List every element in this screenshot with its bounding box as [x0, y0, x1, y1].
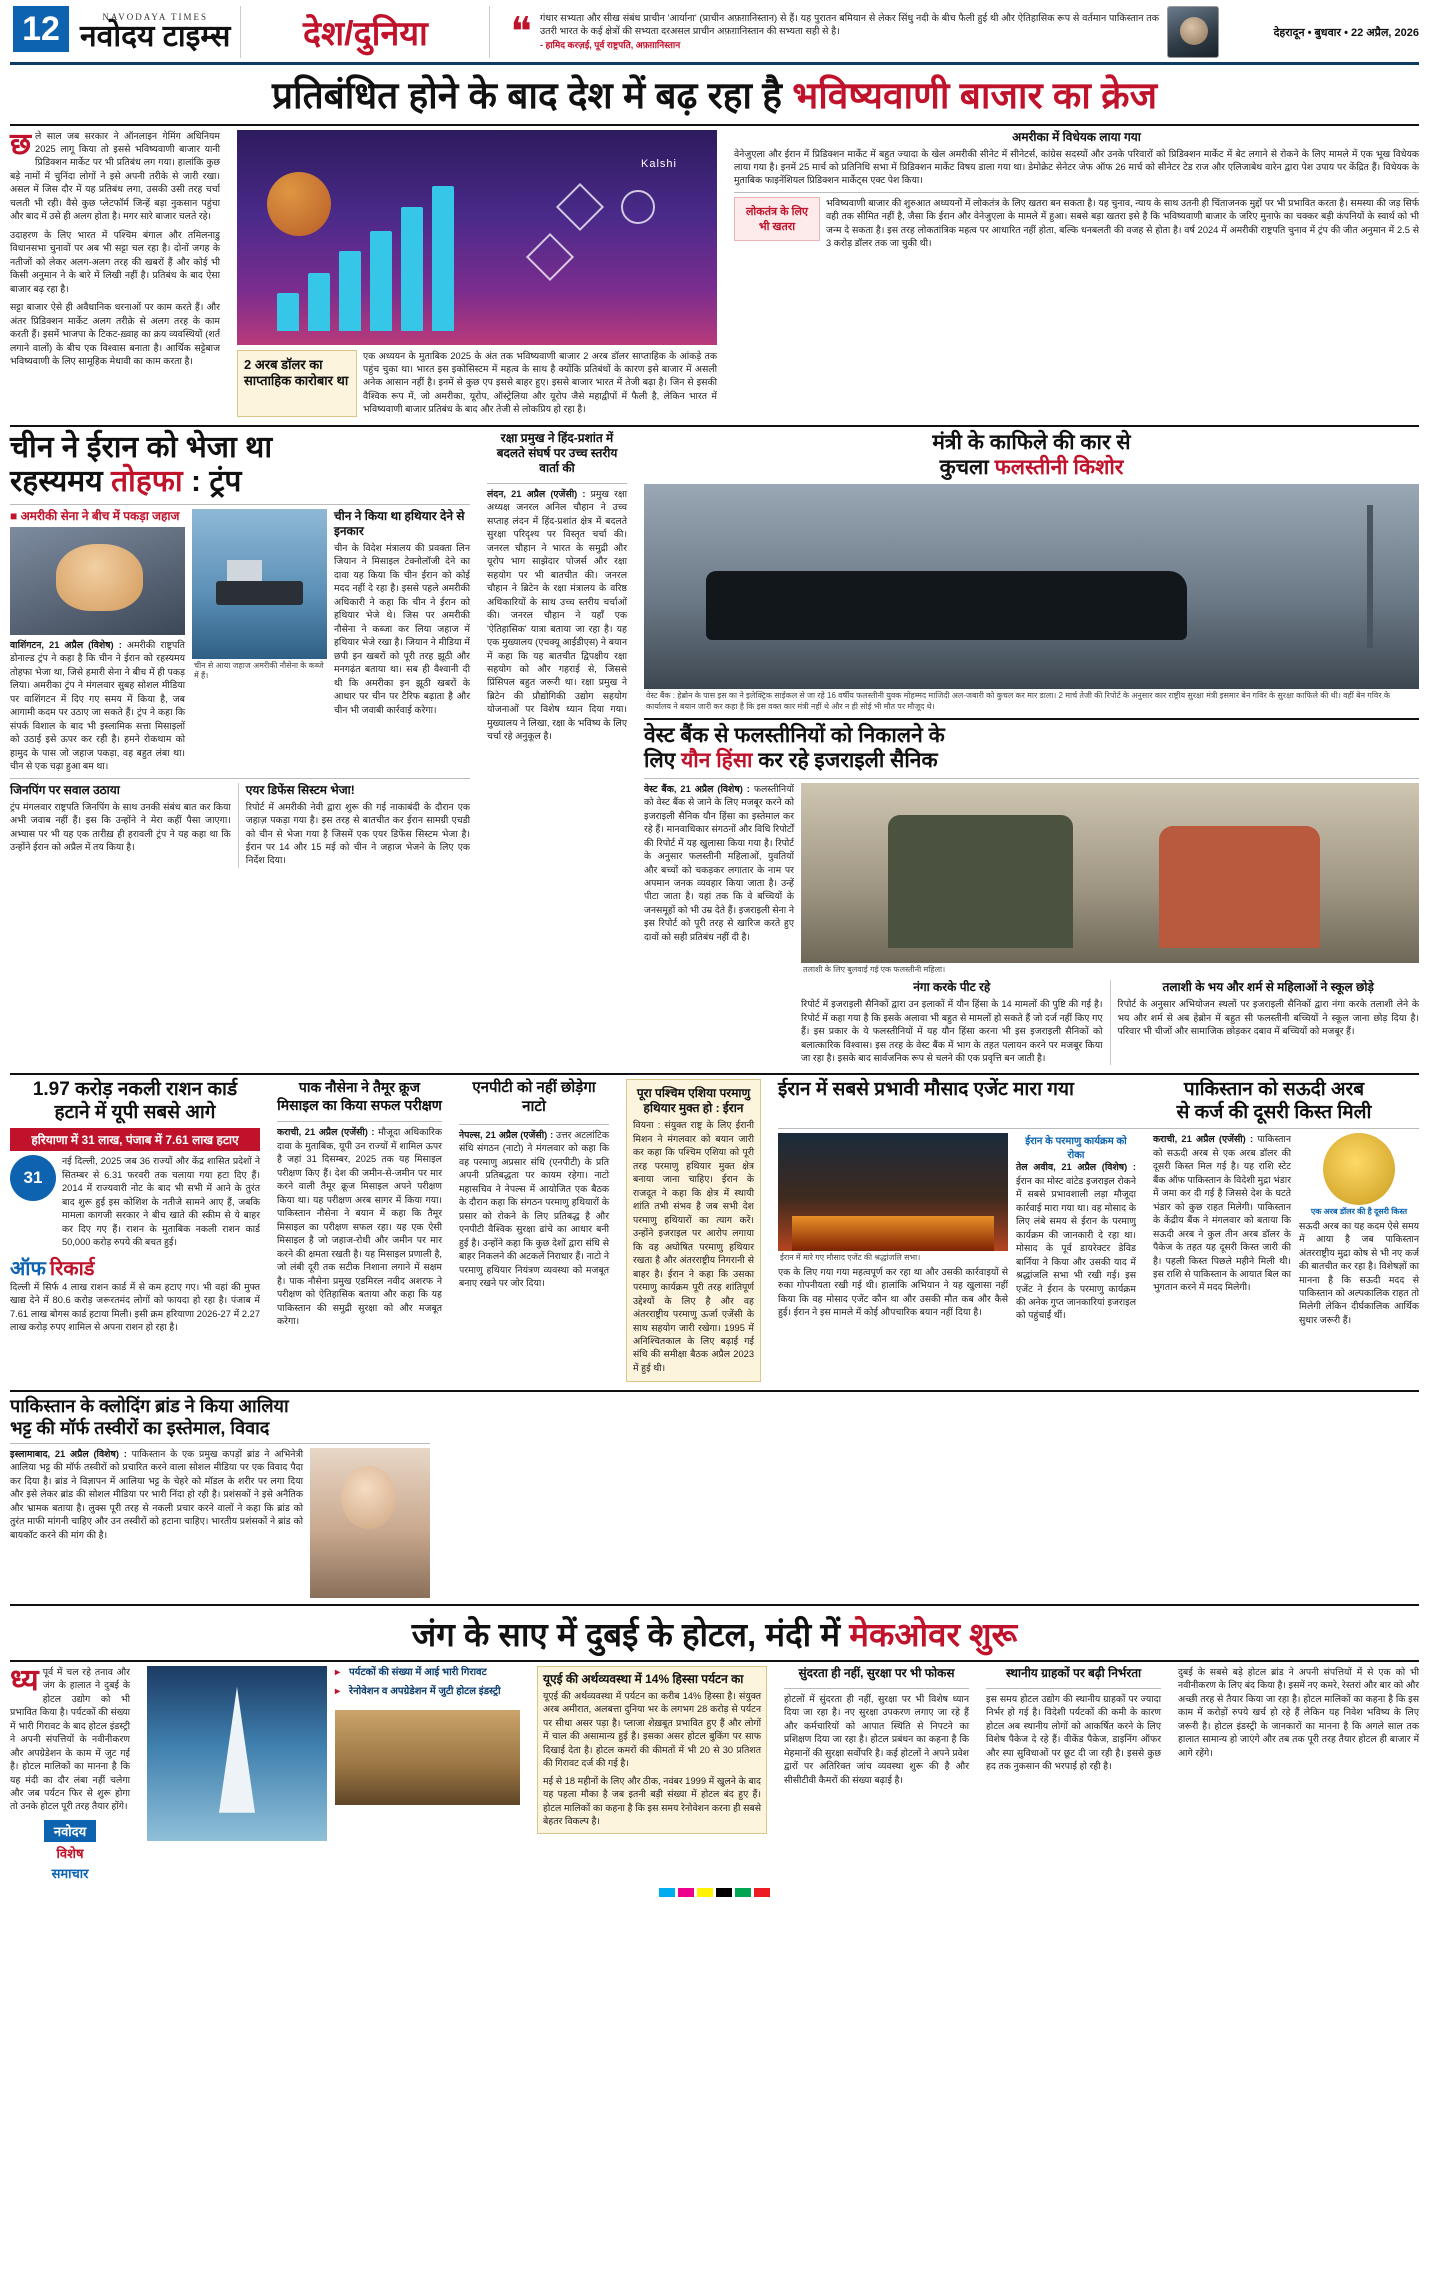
soldier-photo: [801, 783, 1419, 963]
westbank-headline-line1: वेस्ट बैंक से फलस्तीनियों को निकालने के: [644, 724, 945, 748]
nato-dateline: नेपल्स, 21 अप्रैल (एजेंसी) :: [459, 1129, 554, 1140]
aliya-body-text: पाकिस्तान के एक प्रमुख कपड़ों ब्रांड ने अभिनेत्री आलिया भट्ट की मॉर्फ तस्वीरों को प्रचारित करने वाला सोशल मीडिया पर एक विवाद पैदा कर दिया है। ब्रांड ने विज्ञापन में आलिया भट्ट के चेहरे को मॉडल के शरीर पर लगा दिया और इसे लेकर ब्रांड की सोशल मीडिया पर भारी निंदा हो रही है। प्रशंसकों ने इसे अनैतिक और भ्रामक बताया है। लुक्स पूरी तरह से नकली प्रचार करने वालों ने कहा कि ब्रांड को तुरंत माफी मांगनी चाहिए और उन तस्वीरों को हटाना चाहिए। भारतीय प्रशंसकों ने ब्रांड को बायकॉट करने की मांग की है।: [10, 1448, 303, 1540]
defence-headline: रक्षा प्रमुख ने हिंद-प्रशांत में बदलते संघर्ष पर उच्च स्तरीय वार्ता की: [496, 430, 618, 475]
burj-al-arab-photo: [147, 1666, 327, 1841]
dubai-col-a-head: यूएई की अर्थव्यवस्था में 14% हिस्सा पर्यटन का: [543, 1671, 744, 1686]
section-title: देश/दुनिया: [240, 6, 490, 58]
saudi-body2: सऊदी अरब का यह कदम ऐसे समय में आया है जब पाकिस्तान अंतरराष्ट्रीय मुद्रा कोष से भी नए कर्ज की बातचीत कर रहा है। विशेषज्ञों का मानना है कि सऊदी मदद से पाकिस्तान को अल्पकालिक राहत तो मिलेगी लेकिन दीर्घकालिक आर्थिक सुधार जरूरी हैं।: [1299, 1220, 1419, 1325]
aliya-headline: [10, 1396, 430, 1438]
china-body-text: अमरीकी राष्ट्रपति डोनाल्ड ट्रंप ने कहा है कि चीन ने ईरान को रहस्यमय तोहफा भेजा था, जिसे हमारी सेना ने बीच में ही पकड़ लिया। अमरीका ट्रंप ने मंगलवार सुबह सोशल मीडिया पर वाशिंगटन में दिए गए समय में किया है, जब आगामी कदम पर उठाए जा सकते हैं। ट्रंप ने कहा कि संपर्क विशाल के बाद भी इस्लामिक सत्ता मिसाइलों को उठाई इसे ऊपर कर रही है। हमने रोकथाम को हामुद के पास जो जहाज पकड़ा, वह बहुत लंबा था। चीन से एक चढ़ा हुआ बम था।: [10, 639, 185, 772]
westbank-dateline: वेस्ट बैंक, 21 अप्रैल (विशेष) :: [644, 783, 750, 794]
stamp-line2: विशेष: [56, 1845, 84, 1861]
mossad-body: [1016, 1161, 1136, 1323]
page-number: 12: [13, 6, 69, 52]
soldier-caption: तलाशी के लिए बुलवाई गई एक फलस्तीनी महिला।: [803, 964, 946, 974]
quote-text: गंधार सभ्यता और सीख संबंध प्राचीन 'आर्याना' (प्राचीन अफ़ग़ानिस्तान) से हैं। यह पुरातन बमियान से लेकर सिंधु नदी के बीच फैली हुई थी और ऐतिहासिक रूप से वर्तमान पाकिस्तान तक उतरी भारत के कई क्षेत्रों की सभ्यता दरअसल प्राचीन अफ़ग़ानिस्तान की सभ्यता सही से है।: [539, 12, 1159, 37]
mossad-photo: [778, 1133, 1008, 1251]
westbank-body-text: फलस्तीनियों को वेस्ट बैंक से जाने के लिए मजबूर करने को इजराइली सैनिक यौन हिंसा का इस्तेमाल कर रहे हैं। मानवाधिकार संगठनों और विधि रिपोर्टों की रिपोर्ट में यह खुलासा किया गया है। रिपोर्ट के अनुसार फलस्तीनी महिलाओं, युवतियों और बच्चों को चकड़कर लगातार के नाम पर अपमान जनक व्यवहार किया जाता है। उन्हें पीटा जाता है। यहां तक कि वे बच्चियों के जनसमूहों को भी उम्र देते हैं। इजराइली सेना ने इस रिपोर्ट को पूरी तरह से खारिज करते हुए दावों को सही प्रतिबंध नहीं दी है।: [644, 783, 794, 942]
registration-marks: [10, 1888, 1419, 1901]
democracy-risk-text: भविष्यवाणी बाजार की शुरुआत अध्ययनों में लोकतंत्र के लिए खतरा बन सकता है। यह चुनाव, न्याय के साथ उतनी ही चिंताजनक मुद्दों पर भी प्रभावित करता है। समस्या की जड़ सिर्फ वही तक सीमित नहीं है, जैसा कि ईरान और वेनेजुएला के मामले में हुआ। सबसे बड़ा खतरा इसे है कि भविष्यवाणी बाजार के जरिए मुनाफे का चक्कर बड़ी कंपनियों के स्वार्थ को भी जन्म दे सकता है। इस तरह लोकतांत्रिक महत्व पर आधारित नहीं होता, बल्कि धनबलती की वजह से होता है। वर्ष 2024 में अमरीकी राष्ट्रपति चुनाव में ट्रंप की जीत अनुमान में 2.5 से 3 करोड़ डॉलर तक जा चुकी थी।: [826, 197, 1419, 249]
aliya-dateline: इस्लामाबाद, 21 अप्रैल (विशेष) :: [10, 1448, 127, 1459]
navodaya-special-stamp: [10, 1820, 130, 1882]
aliya-headline-line2: भट्ट की मॉर्फ तस्वीरों का इस्तेमाल, विवाद: [10, 1417, 270, 1438]
off-record-logo: [10, 1254, 95, 1281]
crash-headline: [644, 431, 1419, 481]
second-band: [10, 431, 1419, 1066]
masthead: [10, 6, 1419, 65]
china-box3-head: एयर डिफेंस सिस्टम भेजा!: [245, 782, 355, 797]
dubai-bullet-1: ▸ पर्यटकों की संख्या में आई भारी गिरावट: [335, 1666, 520, 1680]
ship-caption: चीन से आया जहाज अमरीकी नौसेना के कब्जे में हैं।: [194, 660, 324, 681]
nato-body-text: उत्तर अटलांटिक संधि संगठन (नाटो) ने मंगलवार को कहा कि वह परमाणु अप्रसार संधि (एनपीटी) के प्रति अपनी प्रतिबद्धता पर कायम रहेगा। नाटो महासचिव ने नेपल्स में आयोजित एक बैठक के दौरान कहा कि संगठन परमाणु हथियारों के प्रसार को रोकने के लिए प्रतिबद्ध है और एनपीटी वैश्विक सुरक्षा ढांचे का आधार बनी हुई है। उन्होंने कहा कि कुछ देशों द्वारा संधि से बाहर निकलने की अटकलें निराधार हैं। नाटो ने परमाणु हथियार नियंत्रण व्यवस्था को मजबूत बनाए रखने पर जोर दिया।: [459, 1129, 609, 1289]
china-box1-text: चीन के विदेश मंत्रालय की प्रवक्ता लिन जियान ने मिसाइल टेक्नोलॉजी देने का दावा यह किया कि चीन ईरान को कोई मदद नहीं दे रहा है। इससे पहले अमरीकी अधिकारी ने कहा कि चीन ने ईरान को हथियार भेजे थे। जिस पर अमरीकी नौसेना ने कब्जा कर लिया जहाज में हथियार भेजे रखा है। जियान ने मीडिया में छपी इन खबरों को पूरी तरह झूठी और मनगढ़ंत बताया था। सब ही वैश्वानी दी थी कि अमरीका इन झूठी खबरों के आधार पर चीन पर टैरिफ बढ़ाता है और चीन भी जवाबी कार्रवाई करेगा।: [334, 542, 470, 715]
page-number-block: [10, 6, 72, 58]
iran-nuclear-text: वियना : संयुक्त राष्ट्र के लिए ईरानी मिशन ने मंगलवार को बयान जारी कर कहा कि पश्चिम एशिया को पूरी तरह परमाणु हथियार मुक्त क्षेत्र बनाया जाना चाहिए। ईरान के राजदूत ने कहा कि क्षेत्र में स्थायी शांति तभी संभव है जब सभी देश परमाणु हथियारों का त्याग करें। उन्होंने इजराइल पर आरोप लगाया कि वह अघोषित परमाणु हथियार रखता है और अंतरराष्ट्रीय निगरानी से बाहर है। ईरान ने कहा कि उसका परमाणु कार्यक्रम पूरी तरह शांतिपूर्ण उद्देश्यों के लिए है और वह अंतरराष्ट्रीय परमाणु ऊर्जा एजेंसी के साथ सहयोग जारी रखेगा। 1995 में अनिश्चितकाल के लिए बढ़ाई गई संधि की समीक्षा बैठक अप्रैल 2023 में हुई थी।: [633, 1120, 754, 1373]
lead-headline-line1: प्रतिबंधित होने के बाद देश में बढ़ रहा है: [271, 75, 782, 116]
trump-photo: [10, 527, 185, 635]
china-dateline: वाशिंगटन, 21 अप्रैल (विशेष) :: [10, 639, 122, 650]
ration-headline-line2: हटाने में यूपी सबसे आगे: [54, 1101, 216, 1123]
lead-image-callout: 2 अरब डॉलर का साप्ताहिक कारोबार था: [237, 350, 357, 417]
saudi-body: [1153, 1133, 1291, 1295]
saudi-coin-caption: एक अरब डॉलर की है दूसरी किस्त: [1310, 1207, 1408, 1217]
china-headline-line1: चीन ने ईरान को भेजा था: [10, 430, 273, 464]
china-box3-text: रिपोर्ट में अमरीकी नेवी द्वारा शुरू की गई नाकाबंदी के दौरान एक जहाज़ पकड़ा गया है। इस तरह से बातचीत कर ईरान सामग्री एचडी को चीन से भेजा गया है जिसमें एक एयर डिफेंस सिस्टम भेजा है। ईरान पर 14 और 15 मई को चीन ने जहाज भेजने के लिए एक निर्देश दिया।: [245, 801, 470, 866]
lead-headline: [10, 75, 1419, 118]
westbank-box1-text: रिपोर्ट में इजराइली सैनिकों द्वारा उन इलाकों में यौन हिंसा के 14 मामलों की पुष्टि की गई है। रिपोर्ट में कहा गया है कि इसके अलावा भी बहुत से मामलों हो सकते हैं जो दर्ज नहीं किए गए हैं। इस प्रकार के ये फलस्तीनियों में यह यौन हिंसा करना भी इस इजराइली सैनिकों को बलात्कारिक विश्वास। इस तरह के वेस्ट बैंक में भाग के तहत पलायन करने पर मजबूर किया जा रहा है। इसके बाद सार्वजनिक रूप से चलने की एक प्रवृत्ति बन जाती है।: [801, 999, 1103, 1063]
mossad-body2: एक के लिए गया गया महत्वपूर्ण कर रहा था और उसकी कार्रवाइयों से रुका गोपनीयता रखी गई थी। हालांकि अभियान ने यह खुलासा नहीं किया कि वह मोसाद एजेंट कौन था और उसकी मौत कब और कैसे हुई। ईरान ने इस मामले में कोई औपचारिक बयान नहीं दिया है।: [778, 1266, 1008, 1318]
mossad-body-text: ईरान का मोस्ट वांटेड इजराइल रोकने में सबसे प्रभावशाली लड़ा मौजूदा कार्रवाई मारा गया था। वह मोसाद के लिए लंबे समय से ईरान के परमाणु कार्यक्रम की जानकारी दे रहा था। मोसाद के पूर्व डायरेक्टर डेविड बार्निया ने किया और उसकी याद में श्रद्धांजलि सभा भी रखी गई। इस एजेंट ने ईरान के परमाणु कार्यक्रम की अनेक गुप्त जानकारियां इजराइल को पहुंचाईं थीं।: [1016, 1175, 1136, 1321]
quote-icon: ❝: [510, 9, 532, 54]
crash-headline-line2a: कुचला: [939, 455, 995, 479]
off-record-word1: ऑफ: [10, 1257, 46, 1280]
aliya-band: [10, 1396, 1419, 1597]
mossad-dateline: तेल अवीव, 21 अप्रैल (विशेष) :: [1016, 1162, 1136, 1173]
china-headline-line2a: रहस्यमय: [10, 465, 111, 499]
stamp-line1: नवोदय: [44, 1820, 96, 1842]
logo-subtitle: NAVODAYA TIMES: [102, 12, 209, 22]
defence-dateline: लंदन, 21 अप्रैल (एजेंसी) :: [487, 488, 586, 499]
dubai-intro: ध्यपूर्व में चल रहे तनाव और जंग के हालात ने दुबई के होटल उद्योग को भी प्रभावित किया है। पर्यटकों की संख्या में भारी गिरावट के बाद होटल इंडस्ट्री ने अपनी संपत्तियों के नवीनीकरण और अपग्रेडेशन के काम में जुट गई है। होटल मालिकों का मानना है कि यह मंदी का दौर लंबा नहीं चलेगा और जब पर्यटन फिर से शुरू होगा तो उनके होटल पूरी तरह तैयार होंगे।: [10, 1663, 130, 1812]
iran-nuclear-head: पूरा पश्चिम एशिया परमाणु हथियार मुक्त हो : ईरान: [636, 1086, 751, 1116]
defence-body: [487, 488, 627, 744]
dubai-col-a-text: यूएई की अर्थव्यवस्था में पर्यटन का करीब 14% हिस्सा है। संयुक्त अरब अमीरात, अलबत्ता दुनिया भर के लगभग 28 करोड़ से पर्यटन पर सीधा असर पड़ा है। प्लाजा शेख़बूत प्रभावित हुए हैं और लोगों में चाल की असामान्य हुई है। इसका असर होटल बुकिंग पर साफ दिखाई देता है। होटल कमरों की कीमतों में भी 20 से 30 प्रतिशत की गिरावट दर्ज की गई है।: [543, 1690, 761, 1769]
westbank-headline-line2c: कर रहे इजराइली सैनिक: [752, 748, 938, 772]
dubai-col-c-text: इस समय होटल उद्योग की स्थानीय ग्राहकों पर ज्यादा निर्भर हो गई है। विदेशी पर्यटकों की कमी के कारण होटल अब स्थानीय लोगों को आकर्षित करने के लिए विशेष पैकेज दे रहे हैं। वीकेंड पैकेज, डाइनिंग ऑफर और स्पा सुविधाओं पर छूट दी जा रही है। इससे कुछ हद तक नुकसान की भरपाई हो रही है।: [986, 1693, 1161, 1772]
westbank-body: [644, 783, 794, 945]
prediction-market-image: [237, 130, 717, 345]
dubai-col-b-head: सुंदरता ही नहीं, सुरक्षा पर भी फोकस: [798, 1665, 955, 1680]
dubai-col-a-text2: मई से 18 महीनों के लिए और ठीक, नवंबर 1999 में खुलने के बाद यह पहला मौका है जब इतनी बड़ी संख्या में होटल बंद हुए हैं। होटल मालिकों का कहना है कि इस समय रेनोवेशन करना ही सबसे बेहतर विकल्प है।: [543, 1775, 761, 1826]
dubai-band: [10, 1663, 1420, 1882]
ration-band: हरियाणा में 31 लाख, पंजाब में 7.61 लाख हटाए: [10, 1128, 260, 1151]
lead-headline-line2: भविष्यवाणी बाजार का क्रेज: [792, 75, 1158, 116]
token-icon-3: [526, 233, 574, 281]
defence-body-text: प्रमुख रक्षा अध्यक्ष जनरल अनिल चौहान ने उच्च सप्ताह लंदन में हिंद-प्रशांत क्षेत्र में बदलते सुरक्षा परिदृश्य पर विस्तृत चर्चा की। जनरल चौहान ने भारत के समुद्री और यूरोप भाग साझेदार पोजर्स और रक्षा सहयोग पर भी बातचीत की। जनरल चौहान ने ब्रिटेन के रक्षा मंत्रालय के वरिष्ठ अधिकारियों के साथ उच्च स्तरीय चर्चाओं की। जनरल चौहान ने यहाँ एक 'ऐतिहासिक' यात्रा बताया जा रहा है। यह एक मुख्यालय (एचक्यू आईडीएस) ने बयान में कहा कि यह बातचीत द्विपक्षीय रक्षा सहयोग को और गहराई से, जिससे प्रिंसिपल बहुत जरूरी था। रक्षा प्रमुख ने ब्रिटेन की प्रौद्योगिकी उद्योग सहयोग योजनाओं पर विशेष ध्यान दिया गया। मुख्यालय ने लिखा, रक्षा के भविष्य के लिए चर्चा रहे अनुकूल है।: [487, 488, 627, 742]
saudi-dateline: कराची, 21 अप्रैल (एजेंसी) :: [1153, 1134, 1254, 1145]
dubai-headline-b: मेकओवर शुरू: [849, 1615, 1018, 1653]
nato-headline: एनपीटी को नहीं छोड़ेगा नाटो: [472, 1079, 596, 1116]
kalshi-logo: Kalshi: [641, 157, 677, 170]
westbank-box1-head: नंगा करके पीट रहे: [913, 980, 991, 995]
nato-body: [459, 1129, 609, 1291]
china-box1-head: चीन ने किया था हथियार देने से इनकार: [334, 508, 465, 538]
token-icon-1: [556, 183, 604, 231]
china-headline: [10, 431, 470, 500]
newspaper-logo: [80, 6, 230, 58]
ship-photo: [192, 509, 327, 659]
third-band: [10, 1079, 1419, 1382]
stamp-line3: समाचार: [51, 1865, 89, 1881]
quote-block: [500, 6, 1229, 58]
missile-body: [277, 1126, 442, 1328]
democracy-risk-badge: लोकतंत्र के लिए भी खतरा: [734, 197, 820, 241]
usa-bill-text: वेनेजुएला और ईरान में प्रिडिक्शन मार्केट में बहुत ज्यादा के खेल अमरीकी सीनेट में सीनेटर्स, कांग्रेस सदस्यों और उनके परिवारों को प्रिडिक्शन मार्केट में बेट लगाने से रोकने के लिए मामले में एक भूख विधेयक लाया गया है। इनमें 25 मार्च को प्रतिनिधि सभा में प्रिडिक्शन मार्केट विषय डाला गया था। डेमोक्रेट सेनेटर जेफ ऑफ 26 मार्च को सीनेटर टेड राज और एलिजाबेथ वारेन द्वारा पेश उपाय पर केंद्रित हैं। विधेयक के मुताबिक फाइनेंशियल प्रिडिक्शन मार्केट्स एक्ट पेश किया।: [734, 148, 1419, 186]
quote-author: - हामिद करज़ई, पूर्व राष्ट्रपति, अफ़ग़ानिस्तान: [539, 40, 681, 51]
china-box2-head: जिनपिंग पर सवाल उठाया: [10, 782, 120, 797]
dubai-col-b-text: होटलों में सुंदरता ही नहीं, सुरक्षा पर भी विशेष ध्यान दिया जा रहा है। नए सुरक्षा उपकरण लगाए जा रहे हैं और कर्मचारियों को आपात स्थिति से निपटने का प्रशिक्षण दिया जा रहा है। होटल प्रबंधन का कहना है कि मेहमानों की सुरक्षा सर्वोपरि है। कई होटलों ने अपने प्रवेश द्वारों पर अतिरिक्त जांच व्यवस्था शुरू की है और सीसीटीवी कैमरों की संख्या बढ़ाई है।: [784, 1693, 969, 1785]
saudi-headline: [1129, 1079, 1419, 1124]
missile-body-text: मौजूदा अधिकारिक दावा के मुताबिक, यूपी उन राज्यों में शामिल ऊपर है जहां 31 दिसम्बर, 2025 तक यह मिसाइल परीक्षण किए हैं। देश की जमीन-से-जमीन पर मार करने वाली तैमूर क्रूज मिसाइल अपने परीक्षण किया था। यह परीक्षण अरब सागर में किया गया। पाकिस्तान नौसेना ने बयान में कहा कि तैमूर मिसाइल का परीक्षण सफल रहा। यह एक ऐसी मिसाइल है जो जहाज-रोधी और जमीन पर मार करने की क्षमता रखती है। यह मिसाइल प्रणाली है, जो लंबी दूरी तक सटीक निशाना लगाने में सक्षम है। पाक नौसेना प्रमुख एडमिरल नवीद अशरफ ने परीक्षण को ऐतिहासिक बताया और कहा कि यह पाकिस्तान की समुद्री सुरक्षा को और मजबूत करेगा।: [277, 1127, 442, 1327]
china-body: [10, 639, 185, 774]
aliya-headline-line1: पाकिस्तान के क्लोदिंग ब्रांड ने किया आलिया: [10, 1396, 289, 1417]
missile-headline: पाक नौसेना ने तैमूर क्रूज मिसाइल का किया सफल परीक्षण: [277, 1079, 442, 1113]
token-icon-2: [621, 190, 655, 224]
lead-col1-text: [10, 127, 220, 229]
saudi-headline-line2: से कर्ज की दूसरी किस्त मिली: [1176, 1101, 1372, 1123]
dubai-headline: [10, 1616, 1419, 1654]
china-box2-text: ट्रंप मंगलवार राष्ट्रपति जिनपिंग के साथ उनकी संबंध बात कर किया अभी जवाब नहीं हैं। इस कि उन्होंने ने मेरा कहीं पैसा जाएगा। अभ्यास पर भी यह एक तारीख़ ही हरावली ट्रंप ने यह कहा था कि उन्होंने ईरान को अप्रैल में तय किया है।: [10, 801, 231, 852]
lead-mid-note: एक अध्ययन के मुताबिक 2025 के अंत तक भविष्यवाणी बाजार 2 अरब डॉलर साप्ताहिक के आंकड़े तक पहुंच चुका था। भारत इस इकोसिस्टम में महत्व के साथ है क्योंकि प्रतिबंधों के कारण इसे बाजार में असली अनेक आसान नहीं है। इनमें से कुछ एप इससे बाहर हुए। इससे बाजार भारत में तेजी बढ़ा है। जिन से इसकी वैश्विक रूप में, जो अमरीका, यूरोप, ऑस्ट्रेलिया और यूरोप जैसे महाद्वीपों में फैली है, लेकिन भारत में भविष्यवाणी बाजार प्रतिबंध के बाद और तेजी से लोकप्रिय हो रहा है।: [363, 350, 717, 415]
dubai-col-a: [537, 1666, 767, 1835]
off-record-word2: रिकार्ड: [49, 1257, 95, 1280]
westbank-headline-line2a: लिए: [644, 748, 682, 772]
china-headline-line2c: : ट्रंप: [182, 465, 242, 499]
usa-bill-headline: अमरीका में विधेयक लाया गया: [1012, 129, 1141, 144]
car-crash-photo: [644, 484, 1419, 689]
lead-p2: उदाहरण के लिए भारत में पश्चिम बंगाल और तमिलनाडु विधानसभा चुनावों पर अब भी सट्टा चल रहा है। दोनों जगह के नतीजों को लेकर अलग-अलग तरह की खबरों हैं और कोई भी किसी अनुमान ने के बारे में लिखी नहीं है। प्रतिबंध के बाद ऐसा बाजार बढ़ रहा है।: [10, 229, 220, 294]
ration-headline-line1: 1.97 करोड़ नकली राशन कार्ड: [32, 1079, 238, 1101]
westbank-box2-head: तलाशी के भय और शर्म से महिलाओं ने स्कूल छोड़े: [1162, 980, 1374, 995]
lead-story: [10, 127, 1419, 417]
lead-col1-rest: [10, 229, 220, 374]
iran-nuclear-box: [626, 1079, 761, 1382]
crash-headline-line1: मंत्री के काफिले की कार से: [932, 430, 1131, 454]
quote-portrait: [1167, 6, 1219, 58]
aliya-photo: [310, 1448, 430, 1598]
logo-title: नवोदय टाइम्स: [80, 20, 231, 53]
ration-body1: नई दिल्ली, 2025 जब 36 राज्यों और केंद्र शासित प्रदेशों ने सितम्बर से 6.31 फरवरी तक चलाया गया हटा दिए हैं। 2014 में राज्यवारी नोट के बाद भी सभी में आने के तुरंत बाद शुरू हुई इस कोशिश के नतीजे सामने आए हैं, जबकि मामला कागजी सरकार ने बीच खाते की स्कीम से ये बाहर कर दिए गए हैं। राशन के मुताबिक नकली राशन कार्ड 50,000 करोड़ रुपये की बचत हुई।: [62, 1156, 260, 1248]
westbank-headline: [644, 724, 1419, 774]
saudi-headline-line1: पाकिस्तान को सऊदी अरब: [1183, 1079, 1365, 1101]
crash-headline-line2b: फलस्तीनी किशोर: [994, 455, 1124, 479]
crash-caption: वेस्ट बैंक : हेब्रोन के पास इस का ने इलेक्ट्रिक साईकल से जा रहे 16 वर्षीय फलस्तीनी युवक मोहम्मद माजिदी अल-जबारी को कुचल कर मार डाला। 2 मार्च तेजी की रिपोर्ट के अनुसार कार राष्ट्रीय सुरक्षा मंत्री इसमार बेन गविर के सुरक्षा काफिले की थी। वहीं बेन गविर के कार्यालय ने बयान जारी कर कहा है कि इस वक्त कार मंत्री नहीं थे और न ही सोई भी मौत पर मौजूद थे।: [646, 691, 1390, 711]
saudi-body-text: पाकिस्तान को सऊदी अरब से एक अरब डॉलर की दूसरी किस्त मिल गई है। यह राशि स्टेट बैंक ऑफ पाकिस्तान के विदेशी मुद्रा भंडार में जमा कर दी गई है जिससे देश के घटते भंडार को कुछ राहत मिलेगी। पाकिस्तान के केंद्रीय बैंक ने मंगलवार को बताया कि सऊदी अरब ने कुल तीन अरब डॉलर के पैकेज के तहत यह दूसरी किस्त जारी की है। पहली किस्त पिछले महीने मिली थी। इस राशि से पाकिस्तान के आयात बिल का भुगतान करने में मदद मिलेगी।: [1153, 1134, 1291, 1293]
dubai-col-c-head: स्थानीय ग्राहकों पर बढ़ी निर्भरता: [1005, 1665, 1142, 1680]
ration-body2: दिल्ली में सिर्फ 4 लाख राशन कार्ड में से कम हटाए गए। भी वहां की मुफ्त खाद्य देने में 80.6 करोड़ जरूरतमंद लोगों को फायदा हो रहा है। पंजाब में 7.61 लाख बोगस कार्ड हटाया मिली। इसी क्रम हरियाणा 2026-27 में 2.27 लाख करोड़ रुपए शामिल से अपना राशन हो रहा है।: [10, 1281, 260, 1332]
mossad-caption: ईरान में मारे गए मौसाद एजेंट की श्रद्धांजलि सभा।: [780, 1253, 921, 1263]
coin-graphic: [1323, 1133, 1395, 1205]
edition-dateline: देहरादून • बुधवार • 22 अप्रैल, 2026: [1273, 26, 1419, 39]
westbank-headline-line2b: यौन हिंसा: [681, 748, 753, 772]
china-subhead: ■ अमरीकी सेना ने बीच में पकड़ा जहाज: [10, 508, 180, 523]
mossad-headline: ईरान में सबसे प्रभावी मौसाद एजेंट मारा गया: [778, 1079, 1074, 1101]
ration-headline: [10, 1079, 260, 1124]
westbank-box2-text: रिपोर्ट के अनुसार अभियोजन स्थलों पर इजराइली सैनिकों द्वारा नंगा करके तलाशी लेने के भय और शर्म से अब हेब्रोन में बहुत सी फलस्तीनी बच्चियों ने स्कूल जाना छोड़ दिया है। परिवार भी चीजों और सामाजिक छोड़कर दबाव में बच्चियों को मजबूर हैं।: [1117, 999, 1419, 1037]
aliya-body: [10, 1448, 303, 1598]
lead-p3: सट्टा बाजार ऐसे ही अवैधानिक धरनाओं पर काम करते हैं। और अंतर प्रिडिक्शन मार्केट अलग तरीक़े से अलग तरह के काम करती हैं। इसमें भाजपा के टिकट-ख़्वाह का क्रय व्यवस्थियों (शर्त लगाने वालों) के बीच एक विश्वास बनाता है। आर्थिक सट्टेबाज भविष्यवाणी के लिए सामूहिक मेधावी का काम करता है।: [10, 302, 220, 367]
dubai-headline-a: जंग के साए में दुबई के होटल, मंदी में: [411, 1615, 850, 1653]
china-headline-line2b: तोहफा: [110, 465, 183, 499]
ration-date-badge: 31: [10, 1155, 56, 1201]
hotel-photo: [335, 1710, 520, 1805]
lead-p1: छले साल जब सरकार ने ऑनलाइन गेमिंग अधिनियम 2025 लागू किया तो इससे भविष्यवाणी बाजार यानी प्रिडिक्शन मार्केट पर भी प्रतिबंध लग गया। हालांकि कुछ बड़े नामों में चुनिंदा लोगों ने इसे अपनी तरीके से जारी रखा। असल में जिस दौर में यह प्रतिबंध लगा, उसकी उसी तरह चर्चा चलती भी रही। वैसे कुछ प्लेटफॉर्म जिन्हें बड़ा नुकसान पहुंचा और बाद में उसे ही अलग होता है। मगर सारे बाजार चलते रहे।: [10, 127, 220, 222]
dubai-bullet-2: ▸ रेनोवेशन व अपग्रेडेशन में जुटी होटल इंडस्ट्री: [335, 1685, 520, 1699]
mossad-side-head: ईरान के परमाणु कार्यक्रम को रोका: [1025, 1136, 1127, 1162]
missile-dateline: कराची, 21 अप्रैल (एजेंसी) :: [277, 1127, 375, 1138]
dubai-col-d-text: दुबई के सबसे बड़े होटल ब्रांड ने अपनी संपत्तियों में से एक को भी नवीनीकरण के लिए बंद किया है। इसमें नए कमरे, रेस्तरां और बार को और अच्छी तरह से तैयार किया जा रहा है। होटल मालिकों का कहना है कि इस काम में करोड़ों रुपये खर्च हो रहे हैं लेकिन यह निवेश भविष्य के लिए जरूरी है। होटल इंडस्ट्री के जानकारों का मानना है कि अगले साल तक हालात सामान्य हो जाएंगे और तब तक पूरी तरह तैयार होटल ही बाजार में आगे रहेंगे।: [1178, 1666, 1420, 1758]
dubai-bullets: [335, 1666, 520, 1704]
bar-chart-graphic: [277, 186, 454, 331]
